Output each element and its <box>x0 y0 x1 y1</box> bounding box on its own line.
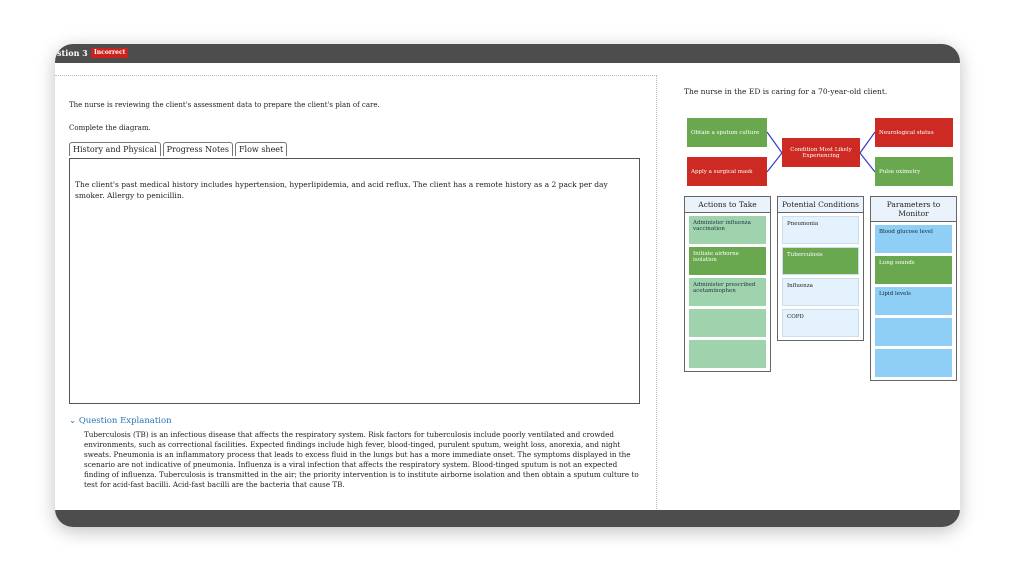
explanation-label: Question Explanation <box>78 416 172 426</box>
tab-content: The client's past medical history includes hypertension, hyperlipidemia, and acid reflux. The client has a remote history as a 2 pack per day smoker. Allergy to penicillin. <box>69 158 640 404</box>
footer-bar <box>55 510 960 527</box>
option-item[interactable]: Blood glucose level <box>875 225 952 253</box>
action-slot-1[interactable]: Obtain a sputum culture <box>687 118 767 147</box>
instruction-text: Complete the diagram. <box>69 124 151 132</box>
action-slot-2[interactable]: Apply a surgical mask <box>687 157 767 186</box>
option-item[interactable]: Administer prescribed acetaminophen <box>689 278 766 306</box>
option-item[interactable]: Initiate airborne isolation <box>689 247 766 275</box>
condition-slot[interactable]: Condition Most Likely Experiencing <box>782 138 860 167</box>
parameters-column <box>870 196 957 381</box>
actions-column <box>684 196 771 372</box>
tab-progress-notes[interactable]: Progress Notes <box>163 142 233 156</box>
app-frame <box>55 44 960 527</box>
option-item[interactable]: COPD <box>782 309 859 337</box>
parameter-slot-1[interactable]: Neurological status <box>875 118 953 147</box>
parameter-slot-2[interactable]: Pulse oximetry <box>875 157 953 186</box>
scenario-title: The nurse in the ED is caring for a 70-year-old client. <box>684 87 888 96</box>
tab-flow-sheet[interactable]: Flow sheet <box>235 142 287 156</box>
question-number: stion 3 <box>57 48 88 58</box>
column-title: Actions to Take <box>685 197 770 213</box>
option-item[interactable]: Administer influenza vaccination <box>689 216 766 244</box>
option-item[interactable]: Lung sounds <box>875 256 952 284</box>
question-explanation-toggle[interactable] <box>69 416 172 426</box>
option-item[interactable]: Influenza <box>782 278 859 306</box>
explanation-text: Tuberculosis (TB) is an infectious disease that affects the respiratory system. Risk factors for tuberculosis include poorly ventilated and crowded environments, such as correctional facilities. Expected findings include high fever, blood-tinged, purulent sputum, weight loss, anorexia, and night sweats. Pneumonia is an inflammatory process that leads to excess fluid in the lungs but has a more immediate onset. The symptoms displayed in the scenario are not indicative of pneumonia. Influenza is a viral infection that affects the respiratory system. Blood-tinged sputum is not an expected finding of influenza. Tuberculosis is transmitted in the air; the priority intervention is to institute airborne isolation and then obtain a sputum culture to test for acid-fast bacilli. Acid-fast bacilli are the bacteria that cause TB. <box>84 430 639 489</box>
conditions-column <box>777 196 864 341</box>
option-item-empty[interactable] <box>875 349 952 377</box>
chevron-down-icon: ⌄ <box>69 416 79 426</box>
option-item-empty[interactable] <box>875 318 952 346</box>
option-item-empty[interactable] <box>689 309 766 337</box>
status-badge: Incorrect <box>91 48 128 58</box>
column-title: Potential Conditions <box>778 197 863 213</box>
option-item[interactable]: Tuberculosis <box>782 247 859 275</box>
tab-history-and-physical[interactable]: History and Physical <box>69 142 161 156</box>
column-title: Parameters to Monitor <box>871 197 956 222</box>
option-item[interactable]: Pneumonia <box>782 216 859 244</box>
prompt-text: The nurse is reviewing the client's assessment data to prepare the client's plan of care. <box>69 101 380 109</box>
option-item[interactable]: Lipid levels <box>875 287 952 315</box>
option-item-empty[interactable] <box>689 340 766 368</box>
